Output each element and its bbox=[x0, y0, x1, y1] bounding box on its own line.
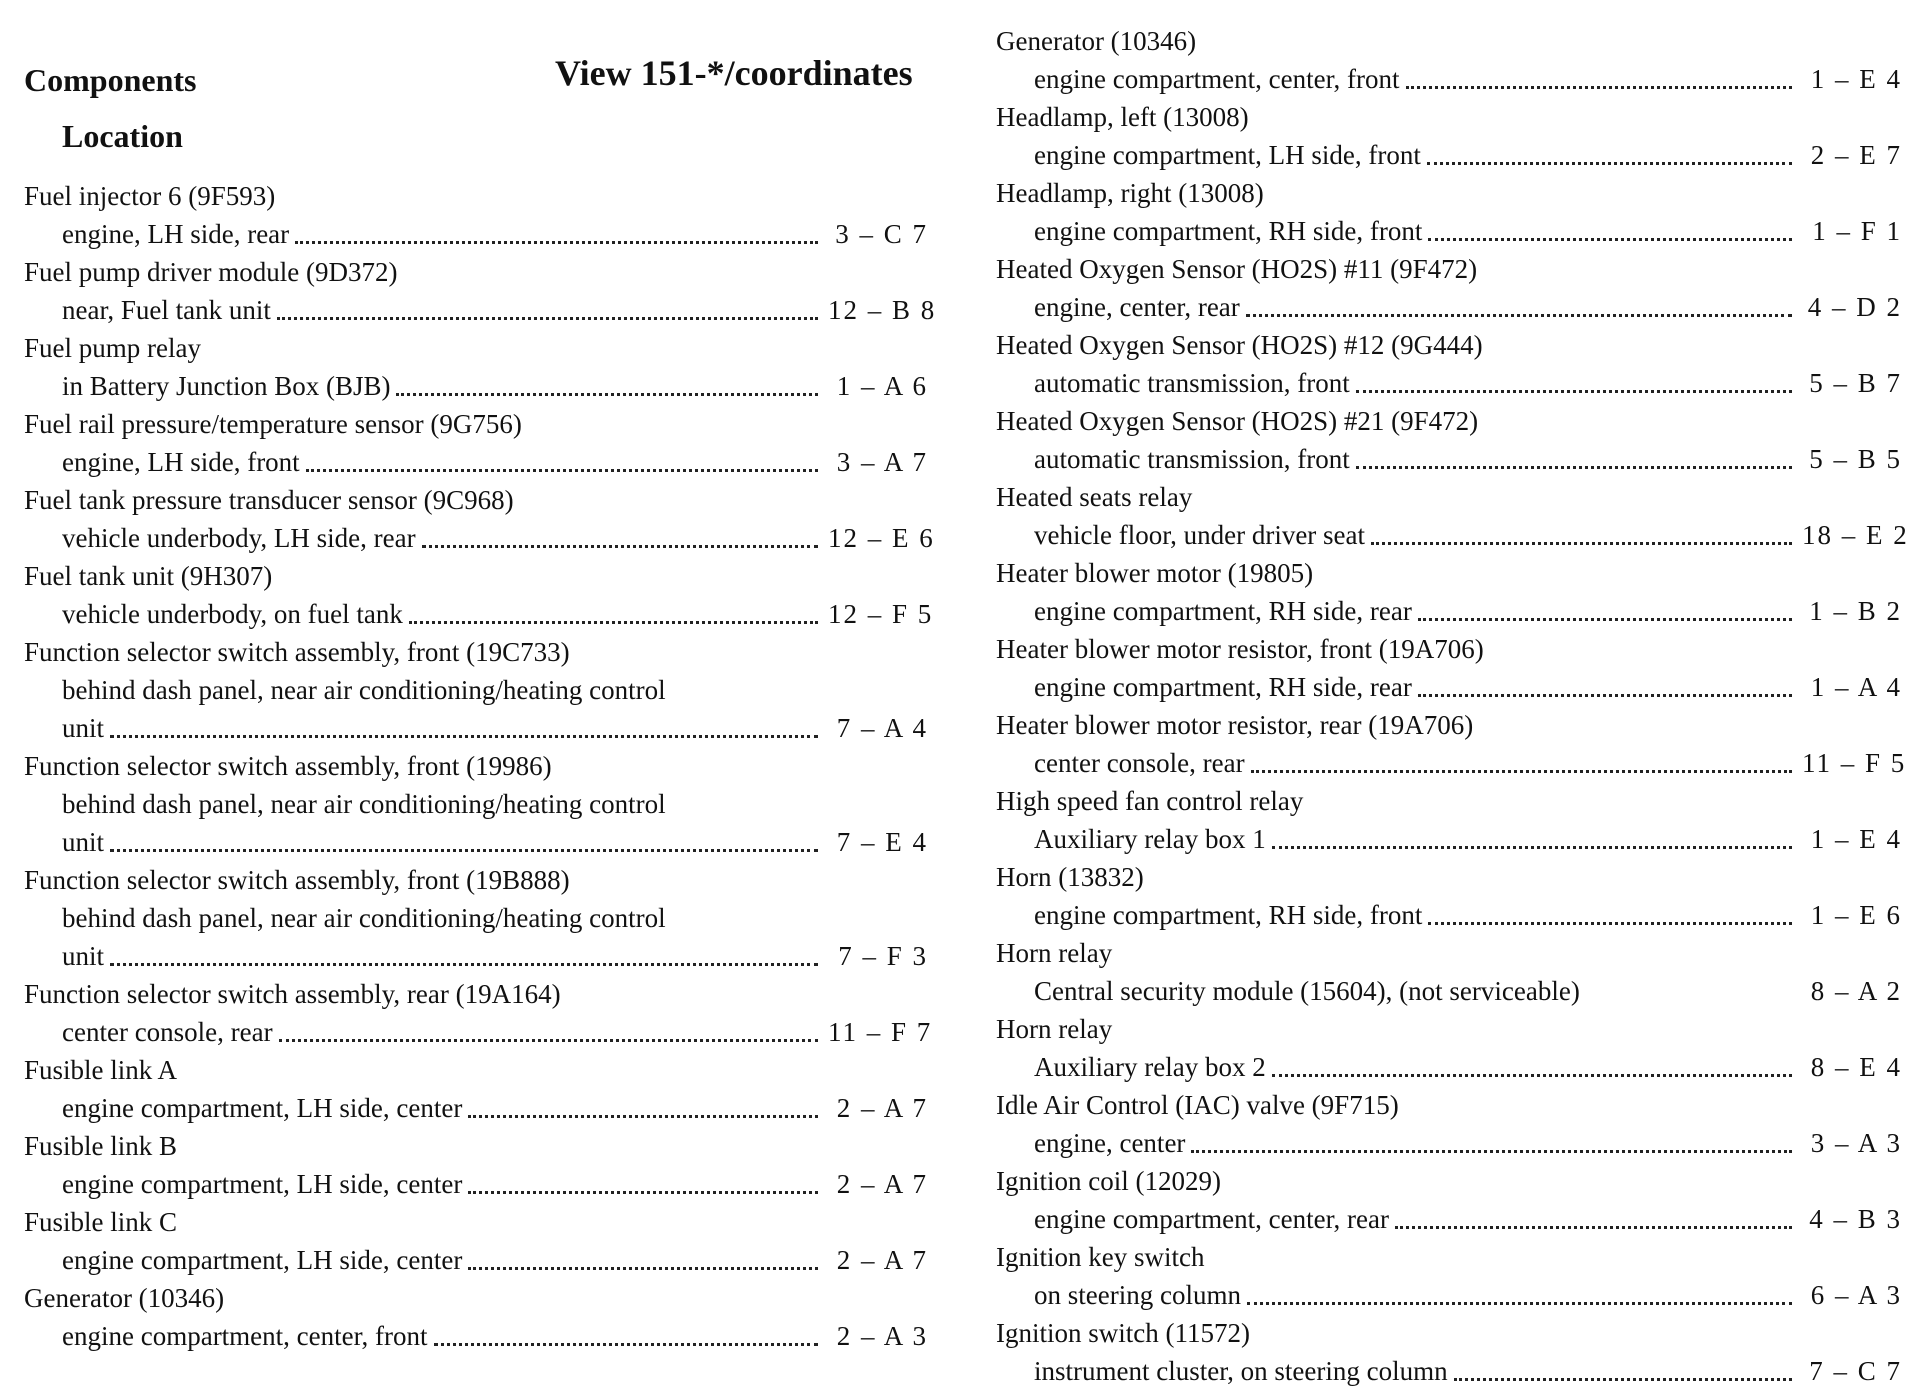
location-line bbox=[996, 364, 1902, 402]
component-name: Function selector switch assembly, front (19986) bbox=[24, 751, 552, 781]
coordinate-code: 11 – F 7 bbox=[828, 1017, 933, 1047]
dot-leader bbox=[468, 1190, 818, 1194]
dot-leader bbox=[1454, 1377, 1792, 1381]
coordinate-code: 1 – E 4 bbox=[1810, 824, 1902, 854]
coordinate-code: 5 – B 7 bbox=[1809, 368, 1902, 398]
component-entry bbox=[996, 1238, 1902, 1314]
component-name: Fusible link C bbox=[24, 1207, 178, 1237]
location-text: engine compartment, RH side, front bbox=[1034, 216, 1423, 246]
component-name: Heater blower motor (19805) bbox=[996, 558, 1314, 588]
location-line bbox=[24, 1089, 928, 1127]
coordinate-code: 1 – B 2 bbox=[1809, 596, 1902, 626]
component-name: High speed fan control relay bbox=[996, 786, 1304, 816]
dot-leader bbox=[422, 544, 818, 548]
component-name: Fuel injector 6 (9F593) bbox=[24, 181, 276, 211]
location-line bbox=[24, 519, 935, 557]
location-text: Auxiliary relay box 2 bbox=[1034, 1052, 1266, 1082]
coordinate-code: 8 – A 2 bbox=[1810, 976, 1902, 1006]
component-entry bbox=[24, 975, 933, 1051]
component-entry bbox=[24, 177, 928, 253]
component-entry bbox=[996, 1086, 1902, 1162]
location-text: vehicle underbody, LH side, rear bbox=[62, 523, 416, 553]
coordinate-code: 1 – E 6 bbox=[1810, 900, 1902, 930]
component-name: Idle Air Control (IAC) valve (9F715) bbox=[996, 1090, 1399, 1120]
location-line bbox=[996, 516, 1909, 554]
component-entry bbox=[24, 253, 937, 329]
component-name: Fuel pump driver module (9D372) bbox=[24, 257, 398, 287]
coordinate-code: 7 – F 3 bbox=[838, 941, 928, 971]
location-line bbox=[24, 785, 924, 823]
dot-leader bbox=[1356, 389, 1792, 393]
dot-leader bbox=[434, 1342, 818, 1346]
component-name: Headlamp, left (13008) bbox=[996, 102, 1249, 132]
location-text: behind dash panel, near air conditioning/heating control bbox=[62, 789, 666, 819]
location-text: instrument cluster, on steering column bbox=[1034, 1356, 1448, 1386]
dot-leader bbox=[277, 316, 818, 320]
component-name: Fuel rail pressure/temperature sensor (9G756) bbox=[24, 409, 522, 439]
view-coordinates-heading: View 151-*/coordinates bbox=[555, 53, 913, 93]
dot-leader bbox=[1371, 541, 1792, 545]
dot-leader bbox=[1586, 1000, 1792, 1001]
dot-leader bbox=[306, 468, 818, 472]
component-entry bbox=[24, 1051, 928, 1127]
component-entry bbox=[24, 633, 928, 747]
dot-leader bbox=[1356, 465, 1792, 469]
coordinate-code: 4 – B 3 bbox=[1809, 1204, 1902, 1234]
location-text: engine, LH side, front bbox=[62, 447, 300, 477]
component-name: Function selector switch assembly, rear (19A164) bbox=[24, 979, 561, 1009]
location-text: on steering column bbox=[1034, 1280, 1241, 1310]
coordinate-code: 6 – A 3 bbox=[1810, 1280, 1902, 1310]
component-entry bbox=[996, 326, 1902, 402]
coordinate-code: 3 – A 3 bbox=[1810, 1128, 1902, 1158]
component-entry bbox=[24, 1127, 928, 1203]
component-entry bbox=[996, 22, 1902, 98]
location-line bbox=[24, 671, 924, 709]
location-line bbox=[996, 744, 1907, 782]
location-line bbox=[24, 899, 924, 937]
location-line bbox=[24, 823, 928, 861]
dot-leader bbox=[468, 1266, 818, 1270]
location-text: behind dash panel, near air conditioning/heating control bbox=[62, 903, 666, 933]
location-text: engine compartment, center, front bbox=[62, 1321, 428, 1351]
location-text: automatic transmission, front bbox=[1034, 368, 1350, 398]
location-heading: Location bbox=[62, 118, 183, 154]
coordinate-code: 2 – A 7 bbox=[836, 1169, 928, 1199]
component-name: Heated Oxygen Sensor (HO2S) #21 (9F472) bbox=[996, 406, 1479, 436]
coordinate-code: 11 – F 5 bbox=[1802, 748, 1907, 778]
location-line bbox=[24, 291, 937, 329]
coordinate-code: 7 – E 4 bbox=[836, 827, 928, 857]
dot-leader bbox=[1418, 617, 1792, 621]
component-entry bbox=[996, 250, 1902, 326]
dot-leader bbox=[1418, 693, 1792, 697]
component-name: Function selector switch assembly, front (19B888) bbox=[24, 865, 570, 895]
component-entry bbox=[996, 1314, 1902, 1390]
component-entry bbox=[996, 98, 1902, 174]
coordinate-code: 2 – A 3 bbox=[836, 1321, 928, 1351]
location-text: vehicle floor, under driver seat bbox=[1034, 520, 1366, 550]
dot-leader bbox=[1427, 161, 1792, 165]
component-entry bbox=[24, 861, 928, 975]
location-line bbox=[24, 443, 928, 481]
component-name: Fuel tank pressure transducer sensor (9C968) bbox=[24, 485, 514, 515]
location-text: near, Fuel tank unit bbox=[62, 295, 271, 325]
component-entry bbox=[996, 858, 1902, 934]
component-entry bbox=[24, 1203, 928, 1279]
location-text: engine, center, rear bbox=[1034, 292, 1240, 322]
coordinate-code: 2 – A 7 bbox=[836, 1093, 928, 1123]
dot-leader bbox=[1428, 237, 1792, 241]
dot-leader bbox=[1395, 1225, 1792, 1229]
location-text: engine, LH side, rear bbox=[62, 219, 290, 249]
location-text: behind dash panel, near air conditioning/heating control bbox=[62, 675, 666, 705]
location-line bbox=[996, 592, 1902, 630]
coordinate-code: 18 – E 2 bbox=[1802, 520, 1909, 550]
location-line bbox=[996, 212, 1902, 250]
component-name: Horn relay bbox=[996, 1014, 1113, 1044]
location-line bbox=[996, 972, 1902, 1010]
component-name: Heated seats relay bbox=[996, 482, 1193, 512]
component-entry bbox=[996, 174, 1902, 250]
coordinate-code: 2 – A 7 bbox=[836, 1245, 928, 1275]
component-entry bbox=[996, 630, 1902, 706]
dot-leader bbox=[396, 392, 818, 396]
dot-leader bbox=[1406, 85, 1792, 89]
dot-leader bbox=[1246, 313, 1792, 317]
component-name: Heater blower motor resistor, front (19A706) bbox=[996, 634, 1484, 664]
location-text: engine compartment, center, front bbox=[1034, 64, 1400, 94]
location-line bbox=[24, 1013, 933, 1051]
coordinate-code: 12 – F 5 bbox=[828, 599, 934, 629]
location-line bbox=[996, 1276, 1902, 1314]
component-name: Fuel tank unit (9H307) bbox=[24, 561, 273, 591]
component-name: Horn relay bbox=[996, 938, 1113, 968]
coordinate-code: 3 – A 7 bbox=[836, 447, 928, 477]
component-entry bbox=[24, 329, 928, 405]
location-line bbox=[24, 937, 928, 975]
dot-leader bbox=[1251, 769, 1792, 773]
location-text: engine compartment, LH side, front bbox=[1034, 140, 1421, 170]
location-text: engine compartment, center, rear bbox=[1034, 1204, 1389, 1234]
location-text: engine compartment, LH side, center bbox=[62, 1169, 463, 1199]
location-line bbox=[24, 1241, 928, 1279]
component-entry bbox=[996, 782, 1902, 858]
coordinate-code: 8 – E 4 bbox=[1810, 1052, 1902, 1082]
location-line bbox=[996, 820, 1902, 858]
component-entry bbox=[996, 478, 1909, 554]
location-text: unit bbox=[62, 827, 105, 857]
dot-leader bbox=[110, 962, 818, 966]
location-text: engine, center bbox=[1034, 1128, 1186, 1158]
left-entry-list bbox=[24, 177, 937, 1355]
coordinate-code: 7 – C 7 bbox=[1809, 1356, 1902, 1386]
coordinate-code: 1 – A 6 bbox=[836, 371, 928, 401]
component-entry bbox=[996, 1162, 1902, 1238]
component-entry bbox=[24, 405, 928, 481]
coordinate-code: 1 – A 4 bbox=[1810, 672, 1902, 702]
components-heading: Components bbox=[24, 62, 197, 98]
location-text: vehicle underbody, on fuel tank bbox=[62, 599, 403, 629]
location-line bbox=[24, 595, 934, 633]
component-name: Ignition coil (12029) bbox=[996, 1166, 1221, 1196]
location-text: engine compartment, LH side, center bbox=[62, 1093, 463, 1123]
location-text: center console, rear bbox=[62, 1017, 273, 1047]
location-line bbox=[996, 896, 1902, 934]
component-entry bbox=[996, 1010, 1902, 1086]
dot-leader bbox=[295, 240, 818, 244]
location-text: engine compartment, LH side, center bbox=[62, 1245, 463, 1275]
coordinate-code: 12 – B 8 bbox=[828, 295, 937, 325]
location-line bbox=[24, 215, 928, 253]
component-entry bbox=[24, 1279, 928, 1355]
location-text: in Battery Junction Box (BJB) bbox=[62, 371, 391, 401]
component-entry bbox=[24, 481, 935, 557]
location-line bbox=[24, 367, 928, 405]
location-text: unit bbox=[62, 941, 105, 971]
component-name: Fuel pump relay bbox=[24, 333, 201, 363]
location-text: unit bbox=[62, 713, 105, 743]
location-line bbox=[996, 136, 1902, 174]
coordinate-code: 1 – F 1 bbox=[1812, 216, 1902, 246]
component-entry bbox=[996, 554, 1902, 630]
location-text: engine compartment, RH side, rear bbox=[1034, 672, 1412, 702]
location-text: automatic transmission, front bbox=[1034, 444, 1350, 474]
location-text: Auxiliary relay box 1 bbox=[1034, 824, 1266, 854]
location-line bbox=[24, 709, 928, 747]
component-entry bbox=[24, 557, 934, 633]
component-name: Horn (13832) bbox=[996, 862, 1144, 892]
component-name: Ignition switch (11572) bbox=[996, 1318, 1250, 1348]
component-name: Heated Oxygen Sensor (HO2S) #11 (9F472) bbox=[996, 254, 1478, 284]
component-name: Ignition key switch bbox=[996, 1242, 1205, 1272]
component-name: Heater blower motor resistor, rear (19A706) bbox=[996, 710, 1474, 740]
component-entry bbox=[996, 934, 1902, 1010]
component-name: Generator (10346) bbox=[996, 26, 1197, 56]
dot-leader bbox=[279, 1038, 818, 1042]
location-line bbox=[996, 60, 1902, 98]
coordinate-code: 4 – D 2 bbox=[1807, 292, 1902, 322]
location-line bbox=[996, 668, 1902, 706]
component-name: Heated Oxygen Sensor (HO2S) #12 (9G444) bbox=[996, 330, 1483, 360]
component-entry bbox=[996, 402, 1902, 478]
location-line bbox=[996, 440, 1902, 478]
location-line bbox=[996, 1124, 1902, 1162]
dot-leader bbox=[1428, 921, 1792, 925]
dot-leader bbox=[110, 848, 818, 852]
component-name: Generator (10346) bbox=[24, 1283, 225, 1313]
location-line bbox=[24, 1165, 928, 1203]
dot-leader bbox=[409, 620, 818, 624]
right-entry-list bbox=[996, 22, 1909, 1390]
location-text: Central security module (15604), (not serviceable) bbox=[1034, 976, 1580, 1006]
location-line bbox=[24, 1317, 928, 1355]
dot-leader bbox=[1272, 845, 1792, 849]
location-line bbox=[996, 1352, 1902, 1390]
coordinate-code: 5 – B 5 bbox=[1809, 444, 1902, 474]
component-entry bbox=[996, 706, 1907, 782]
dot-leader bbox=[110, 734, 818, 738]
component-name: Headlamp, right (13008) bbox=[996, 178, 1264, 208]
coordinate-code: 2 – E 7 bbox=[1810, 140, 1902, 170]
location-text: engine compartment, RH side, rear bbox=[1034, 596, 1412, 626]
dot-leader bbox=[468, 1114, 818, 1118]
dot-leader bbox=[1191, 1149, 1792, 1153]
component-entry bbox=[24, 747, 928, 861]
location-text: engine compartment, RH side, front bbox=[1034, 900, 1423, 930]
dot-leader bbox=[1247, 1301, 1792, 1305]
location-line bbox=[996, 1200, 1902, 1238]
coordinate-code: 3 – C 7 bbox=[835, 219, 928, 249]
component-name: Function selector switch assembly, front (19C733) bbox=[24, 637, 570, 667]
location-line bbox=[996, 1048, 1902, 1086]
component-name: Fusible link A bbox=[24, 1055, 178, 1085]
dot-leader bbox=[1272, 1073, 1792, 1077]
location-line bbox=[996, 288, 1902, 326]
coordinate-code: 7 – A 4 bbox=[836, 713, 928, 743]
coordinate-code: 1 – E 4 bbox=[1810, 64, 1902, 94]
location-text: center console, rear bbox=[1034, 748, 1245, 778]
component-name: Fusible link B bbox=[24, 1131, 178, 1161]
coordinate-code: 12 – E 6 bbox=[828, 523, 935, 553]
